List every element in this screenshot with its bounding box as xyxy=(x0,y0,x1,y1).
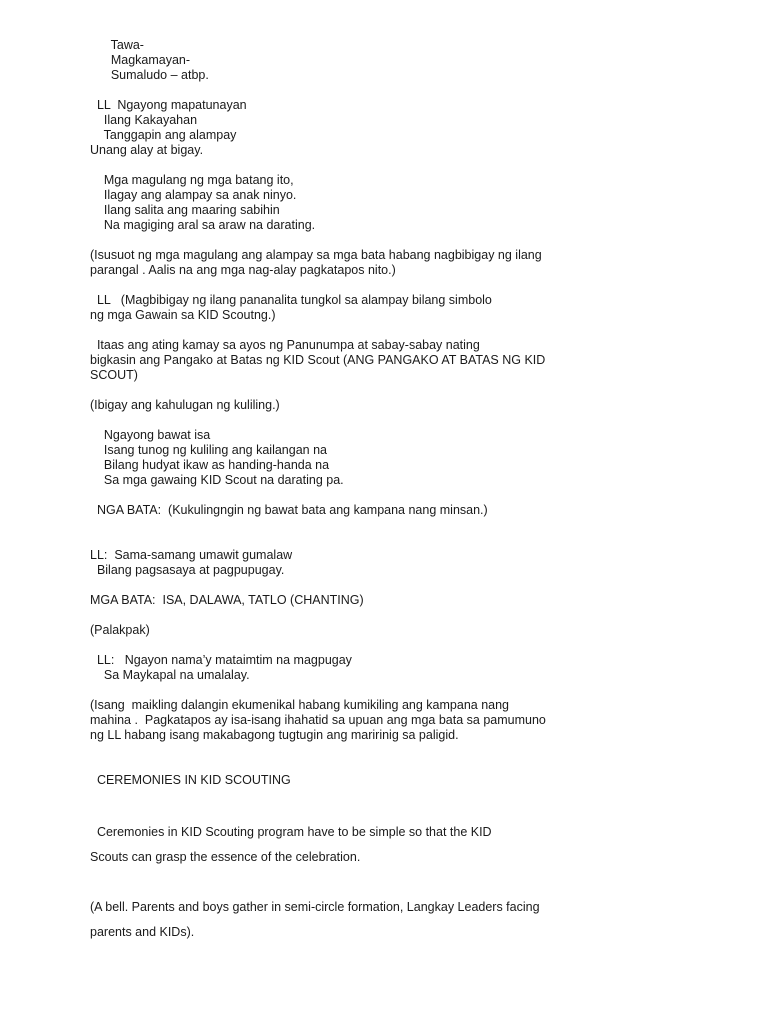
paragraph-ll-speech xyxy=(90,293,650,323)
text-line: parangal . Aalis na ang mga nag-alay pagkatapos nito.) xyxy=(90,263,396,277)
text-line: mahina . Pagkatapos ay isa-isang ihahatid sa upuan ang mga bata sa pamumuno xyxy=(90,713,546,727)
paragraph-oath xyxy=(90,338,650,383)
heading-text: CEREMONIES IN KID SCOUTING xyxy=(90,773,291,787)
paragraph-instruction xyxy=(90,248,650,278)
paragraph-bell-meaning xyxy=(90,398,650,413)
text-line: Scouts can grasp the essence of the celebration. xyxy=(90,850,361,864)
text-line: Sa mga gawaing KID Scout na darating pa. xyxy=(90,473,344,487)
text-line: Bilang pagsasaya at pagpupugay. xyxy=(90,563,285,577)
text-line: LL Ngayong mapatunayan xyxy=(90,98,247,112)
text-line: Tawa- xyxy=(90,38,144,52)
section-heading xyxy=(90,773,650,788)
text-line: Unang alay at bigay. xyxy=(90,143,204,157)
verse-actions xyxy=(90,38,650,83)
text-line: Tanggapin ang alampay xyxy=(90,128,237,142)
text-line: Sa Maykapal na umalalay. xyxy=(90,668,250,682)
text-line: (Isusuot ng mga magulang ang alampay sa mga bata habang nagbibigay ng ilang xyxy=(90,248,542,262)
paragraph-ceremonies xyxy=(90,820,650,870)
text-line: parents and KIDs). xyxy=(90,925,195,939)
text-line: Itaas ang ating kamay sa ayos ng Panunumpa at sabay-sabay nating xyxy=(90,338,480,352)
text-line: Bilang hudyat ikaw as handing-handa na xyxy=(90,458,330,472)
text-line: (A bell. Parents and boys gather in semi-circle formation, Langkay Leaders facing xyxy=(90,900,540,914)
verse-bell xyxy=(90,428,650,488)
verse-parents xyxy=(90,173,650,233)
text-line: Sumaludo – atbp. xyxy=(90,68,209,82)
text-line: Ceremonies in KID Scouting program have to be simple so that the KID xyxy=(90,825,492,839)
text-line: Ngayong bawat isa xyxy=(90,428,211,442)
text-line: (Isang maikling dalangin ekumenikal habang kumikiling ang kampana nang xyxy=(90,698,510,712)
paragraph-bell-formation xyxy=(90,895,650,945)
text-line: bigkasin ang Pangako at Batas ng KID Scout (ANG PANGAKO AT BATAS NG KID xyxy=(90,353,546,367)
text-line: SCOUT) xyxy=(90,368,138,382)
paragraph-applause xyxy=(90,623,650,638)
text-line: ng mga Gawain sa KID Scoutng.) xyxy=(90,308,276,322)
text-line: Ilang Kakayahan xyxy=(90,113,198,127)
text-line: (Ibigay ang kahulugan ng kuliling.) xyxy=(90,398,280,412)
text-line: NGA BATA: (Kukulingngin ng bawat bata ang kampana nang minsan.) xyxy=(90,503,488,517)
text-line: LL (Magbibigay ng ilang pananalita tungkol sa alampay bilang simbolo xyxy=(90,293,492,307)
verse-ll-alampay xyxy=(90,98,650,158)
verse-prayer xyxy=(90,653,650,683)
paragraph-prayer-instruction xyxy=(90,698,650,743)
text-line: Ilagay ang alampay sa anak ninyo. xyxy=(90,188,297,202)
verse-sing xyxy=(90,548,650,578)
paragraph-chanting xyxy=(90,593,650,608)
text-line: Magkamayan- xyxy=(90,53,191,67)
text-line: Ilang salita ang maaring sabihin xyxy=(90,203,280,217)
text-line: MGA BATA: ISA, DALAWA, TATLO (CHANTING) xyxy=(90,593,364,607)
text-line: (Palakpak) xyxy=(90,623,150,637)
text-line: Isang tunog ng kuliling ang kailangan na xyxy=(90,443,327,457)
paragraph-children-bell xyxy=(90,503,650,518)
text-line: LL: Ngayon nama’y mataimtim na magpugay xyxy=(90,653,352,667)
text-line: LL: Sama-samang umawit gumalaw xyxy=(90,548,293,562)
text-line: ng LL habang isang makabagong tugtugin ang maririnig sa paligid. xyxy=(90,728,459,742)
text-line: Na magiging aral sa araw na darating. xyxy=(90,218,316,232)
text-line: Mga magulang ng mga batang ito, xyxy=(90,173,294,187)
document-page xyxy=(90,38,650,945)
